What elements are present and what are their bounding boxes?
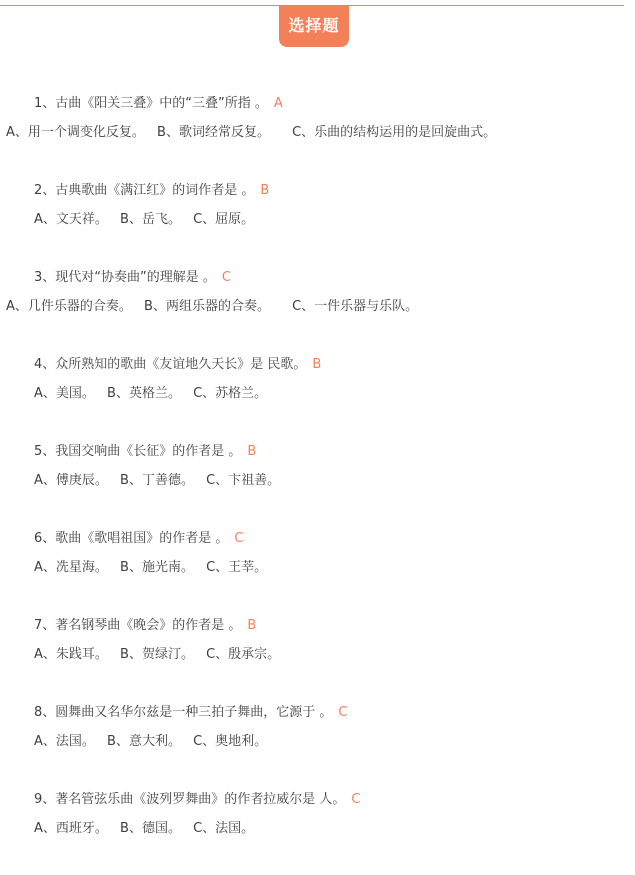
answer-key: C [234, 531, 244, 546]
question-item [0, 179, 630, 266]
question-item [0, 440, 630, 527]
option-b: B、贺绿汀。 [120, 647, 194, 662]
option-b: B、施光南。 [120, 560, 194, 575]
option-row [34, 556, 267, 580]
question-stem [34, 353, 321, 377]
option-row [34, 643, 280, 667]
option-c: C、乐曲的结构运用的是回旋曲式。 [292, 125, 497, 140]
question-stem [34, 92, 283, 116]
option-c: C、王莘。 [206, 560, 268, 575]
option-c: C、殷承宗。 [206, 647, 281, 662]
question-text: 古曲《阳关三叠》中的“三叠”所指 。 [55, 96, 268, 111]
option-row [34, 730, 267, 754]
question-item [0, 92, 630, 179]
option-b: B、两组乐器的合奏。 [144, 299, 270, 314]
option-c: C、卞祖善。 [206, 473, 281, 488]
option-row [34, 817, 254, 841]
option-c: C、奥地利。 [193, 734, 268, 749]
option-b: B、德国。 [120, 821, 181, 836]
question-number: 4、 [34, 357, 56, 372]
option-a: A、文天祥。 [34, 212, 108, 227]
question-stem [34, 614, 256, 638]
option-row [34, 469, 280, 493]
question-item [0, 614, 630, 701]
question-text: 众所熟知的歌曲《友谊地久天长》是 民歌。 [55, 357, 307, 372]
option-a: A、朱践耳。 [34, 647, 108, 662]
question-number: 8、 [34, 705, 56, 720]
option-b: B、英格兰。 [107, 386, 181, 401]
question-text: 现代对“协奏曲”的理解是 。 [55, 270, 216, 285]
question-text: 著名钢琴曲《晚会》的作者是 。 [55, 618, 242, 633]
question-list [0, 92, 630, 875]
question-number: 9、 [34, 792, 56, 807]
option-a: A、几件乐器的合奏。 [6, 299, 132, 314]
answer-key: C [338, 705, 348, 720]
answer-key: B [247, 444, 257, 459]
option-b: B、歌词经常反复。 [157, 125, 270, 140]
answer-key: B [260, 183, 270, 198]
question-text: 我国交响曲《长征》的作者是 。 [55, 444, 242, 459]
option-a: A、法国。 [34, 734, 95, 749]
option-a: A、美国。 [34, 386, 95, 401]
option-a: A、西班牙。 [34, 821, 108, 836]
question-item [0, 788, 630, 875]
option-row [34, 382, 267, 406]
question-text: 圆舞曲又名华尔兹是一种三拍子舞曲，它源于 。 [55, 705, 333, 720]
question-number: 2、 [34, 183, 56, 198]
option-c: C、法国。 [193, 821, 255, 836]
option-row [6, 121, 496, 145]
option-a: A、冼星海。 [34, 560, 108, 575]
option-b: B、岳飞。 [120, 212, 181, 227]
answer-key: C [351, 792, 361, 807]
answer-key: C [221, 270, 231, 285]
option-row [34, 208, 254, 232]
question-item [0, 353, 630, 440]
option-c: C、屈原。 [193, 212, 255, 227]
option-b: B、丁善德。 [120, 473, 194, 488]
option-a: A、傅庚辰。 [34, 473, 108, 488]
option-row [6, 295, 418, 319]
answer-key: B [247, 618, 257, 633]
section-title-tab: 选择题 [279, 5, 349, 47]
question-item [0, 701, 630, 788]
question-item [0, 266, 630, 353]
option-b: B、意大利。 [107, 734, 181, 749]
question-stem [34, 527, 244, 551]
question-stem [34, 788, 361, 812]
option-c: C、一件乐器与乐队。 [292, 299, 419, 314]
question-stem [34, 266, 231, 290]
question-stem [34, 440, 256, 464]
question-stem [34, 179, 269, 203]
question-number: 5、 [34, 444, 56, 459]
question-text: 著名管弦乐曲《波列罗舞曲》的作者拉威尔是 人。 [55, 792, 346, 807]
answer-key: A [273, 96, 283, 111]
question-text: 歌曲《歌唱祖国》的作者是 。 [55, 531, 229, 546]
question-number: 1、 [34, 96, 56, 111]
question-item [0, 527, 630, 614]
option-c: C、苏格兰。 [193, 386, 268, 401]
question-stem [34, 701, 348, 725]
answer-key: B [312, 357, 322, 372]
question-number: 3、 [34, 270, 56, 285]
question-number: 6、 [34, 531, 56, 546]
option-a: A、用一个调变化反复。 [6, 125, 145, 140]
question-text: 古典歌曲《满江红》的词作者是 。 [55, 183, 255, 198]
question-number: 7、 [34, 618, 56, 633]
